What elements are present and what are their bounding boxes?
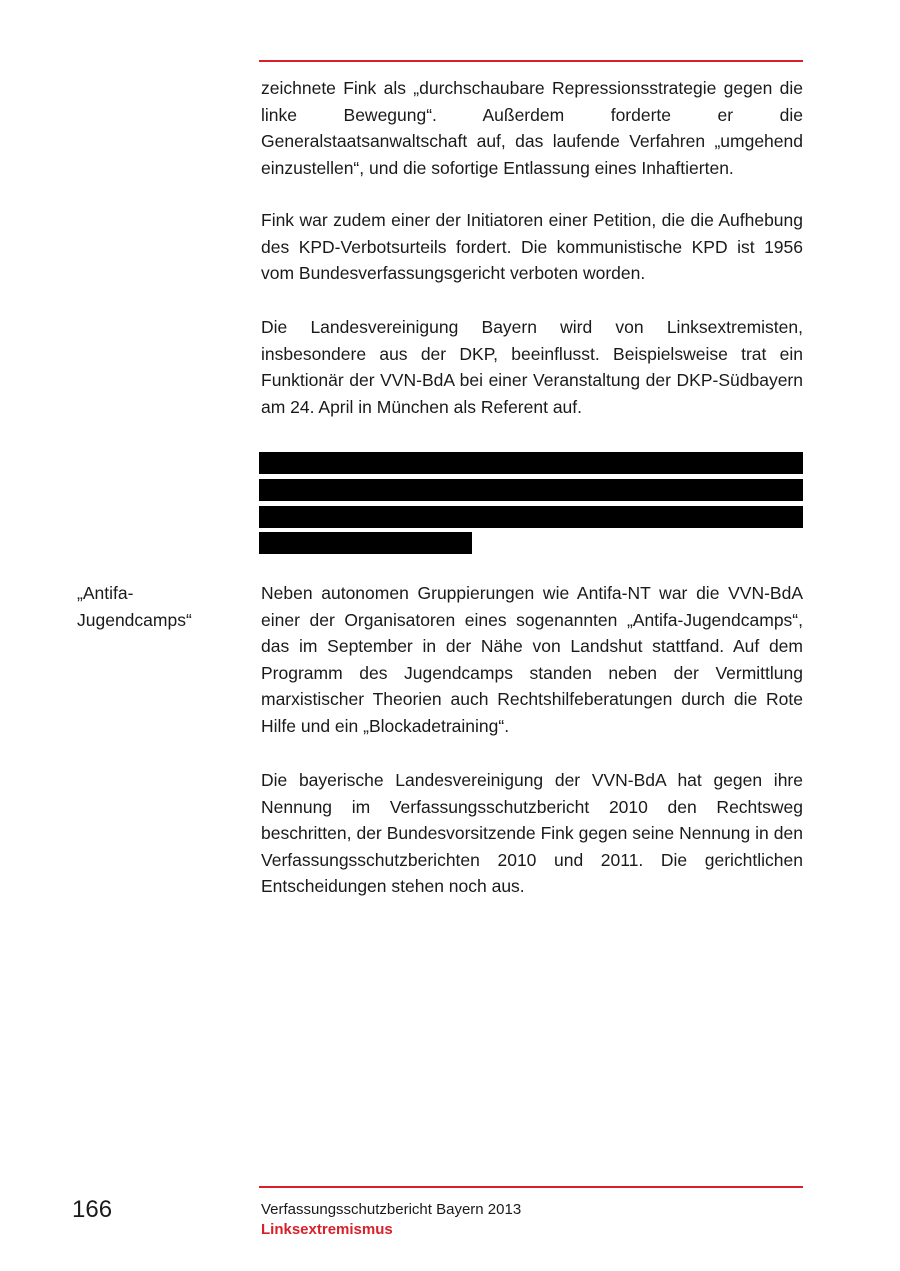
footer-rule bbox=[259, 1186, 803, 1188]
redaction-bar bbox=[259, 452, 803, 474]
header-rule bbox=[259, 60, 803, 62]
redaction-bar bbox=[259, 506, 803, 528]
body-paragraph-2: Fink war zudem einer der Initiatoren einer Petition, die die Aufhebung des KPD-Verbotsurteils fordert. Die kommunistische KPD ist 1956 vom Bundesverfassungsgericht verboten worden. bbox=[261, 210, 803, 284]
publication-title: Verfassungsschutzbericht Bayern 2013 bbox=[261, 1201, 522, 1218]
margin-note: „Antifa-Jugendcamps“ bbox=[77, 583, 192, 630]
body-paragraph-1: zeichnete Fink als „durchschaubare Repressionsstrategie gegen die linke Bewegung“. Außerdem forderte er die Generalstaatsanwaltschaft auf, das laufende Verfahren „umgehend einzustellen“, und die sofortige Entlassung eines Inhaftierten. bbox=[261, 78, 803, 178]
page-number: 166 bbox=[72, 1196, 113, 1223]
redaction-bar bbox=[259, 479, 803, 501]
redaction-bar bbox=[259, 532, 472, 554]
body-paragraph-5: Die bayerische Landesvereinigung der VVN-BdA hat gegen ihre Nennung im Verfassungsschutzbericht 2010 den Rechtsweg beschritten, der Bundesvorsitzende Fink gegen seine Nennung in den Verfassungsschutzberichten 2010 und 2011. Die gerichtlichen Entscheidungen stehen noch aus. bbox=[261, 770, 803, 897]
section-title: Linksextremismus bbox=[261, 1221, 393, 1238]
body-paragraph-3: Die Landesvereinigung Bayern wird von Linksextremisten, insbesondere aus der DKP, beeinflusst. Beispielsweise trat ein Funktionär der VVN-BdA bei einer Veranstaltung der DKP-Südbayern am 24. April in München als Referent auf. bbox=[261, 317, 803, 417]
body-paragraph-4: Neben autonomen Gruppierungen wie Antifa-NT war die VVN-BdA einer der Organisatoren eines sogenannten „Antifa-Jugendcamps“, das im September in der Nähe von Landshut stattfand. Auf dem Programm des Jugendcamps standen neben der Vermittlung marxistischer Theorien auch Rechtshilfeberatungen durch die Rote Hilfe und ein „Blockadetraining“. bbox=[261, 583, 803, 736]
